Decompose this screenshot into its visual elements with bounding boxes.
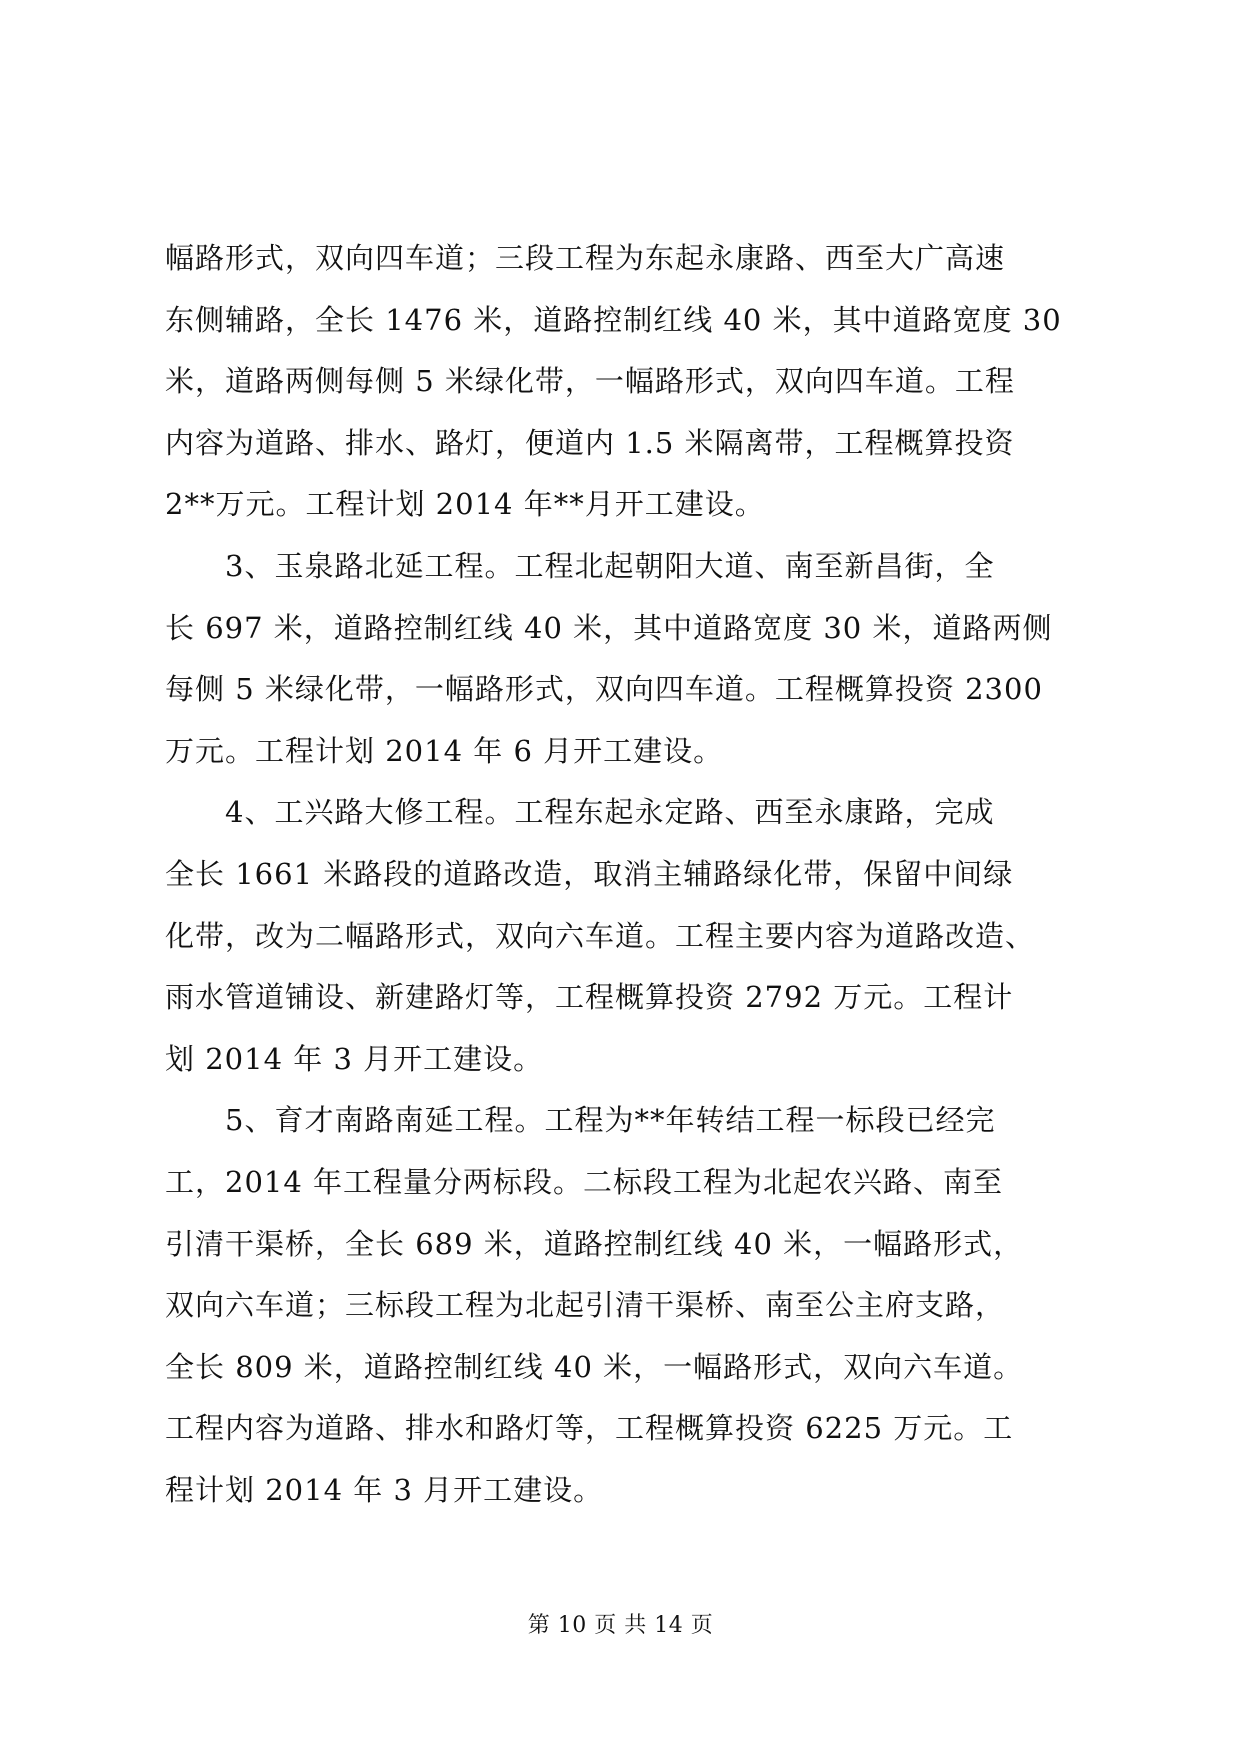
text-line: 内容为道路、排水、路灯，便道内 1.5 米隔离带，工程概算投资 (165, 425, 1015, 460)
text-line: 程计划 2014 年 3 月开工建设。 (165, 1472, 604, 1507)
text-line: 化带，改为二幅路形式，双向六车道。工程主要内容为道路改造、 (165, 918, 1036, 953)
text-line: 5、育才南路南延工程。工程为**年转结工程一标段已经完 (165, 1103, 996, 1138)
text-line: 划 2014 年 3 月开工建设。 (165, 1041, 544, 1076)
text-line: 4、工兴路大修工程。工程东起永定路、西至永康路，完成 (165, 795, 995, 830)
text-line: 每侧 5 米绿化带，一幅路形式，双向四车道。工程概算投资 2300 (165, 672, 1043, 707)
text-line: 东侧辅路，全长 1476 米，道路控制红线 40 米，其中道路宽度 30 (165, 302, 1062, 337)
text-line: 全长 1661 米路段的道路改造，取消主辅路绿化带，保留中间绿 (165, 856, 1014, 891)
text-line: 工程内容为道路、排水和路灯等，工程概算投资 6225 万元。工 (165, 1411, 1014, 1446)
text-line: 米，道路两侧每侧 5 米绿化带，一幅路形式，双向四车道。工程 (165, 364, 1015, 399)
text-line: 双向六车道；三标段工程为北起引清干渠桥、南至公主府支路， (165, 1288, 1006, 1323)
body-text (165, 228, 1085, 1521)
page-footer: 第 10 页 共 14 页 (527, 1613, 714, 1638)
text-line: 全长 809 米，道路控制红线 40 米，一幅路形式，双向六车道。 (165, 1349, 1024, 1384)
text-line: 3、玉泉路北延工程。工程北起朝阳大道、南至新昌街，全 (165, 548, 995, 583)
text-line: 雨水管道铺设、新建路灯等，工程概算投资 2792 万元。工程计 (165, 980, 1014, 1015)
text-line: 万元。工程计划 2014 年 6 月开工建设。 (165, 733, 724, 768)
text-line: 工，2014 年工程量分两标段。二标段工程为北起农兴路、南至 (165, 1164, 1004, 1199)
text-line: 2**万元。工程计划 2014 年**月开工建设。 (165, 487, 765, 522)
text-line: 幅路形式，双向四车道；三段工程为东起永康路、西至大广高速 (165, 241, 1006, 275)
text-line: 引清干渠桥，全长 689 米，道路控制红线 40 米，一幅路形式， (165, 1226, 1024, 1261)
text-line: 长 697 米，道路控制红线 40 米，其中道路宽度 30 米，道路两侧 (165, 610, 1053, 645)
